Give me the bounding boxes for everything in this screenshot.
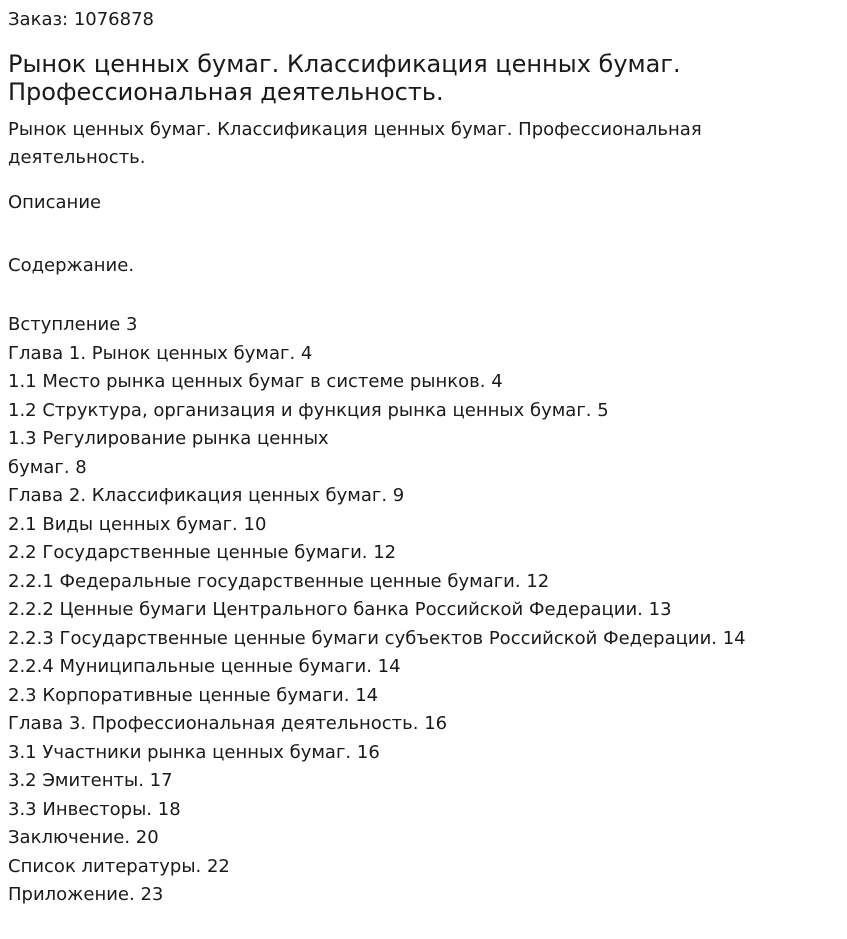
table-of-contents (8, 311, 839, 910)
document-subtitle-line: деятельность. (8, 147, 146, 168)
toc-item: 2.1 Виды ценных бумаг. 10 (8, 513, 267, 535)
toc-item: Глава 3. Профессиональная деятельность. 16 (8, 713, 448, 734)
document-title-line: Рынок ценных бумаг. Классификация ценных бумаг. (8, 50, 681, 78)
description-label: Описание (8, 192, 102, 213)
document-subtitle (8, 116, 839, 172)
toc-item: Приложение. 23 (8, 884, 164, 905)
toc-item: 1.3 Регулирование рынка ценных (8, 428, 329, 449)
toc-item: 2.2 Государственные ценные бумаги. 12 (8, 542, 397, 563)
toc-item: Вступление 3 (8, 314, 138, 335)
toc-item: Заключение. 20 (8, 827, 159, 848)
toc-item: 1.2 Структура, организация и функция рынка ценных бумаг. 5 (8, 399, 609, 421)
contents-heading: Содержание. (8, 255, 135, 276)
toc-item: Глава 2. Классификация ценных бумаг. 9 (8, 485, 405, 506)
toc-item: 2.2.4 Муниципальные ценные бумаги. 14 (8, 656, 401, 677)
toc-item: 2.2.1 Федеральные государственные ценные бумаги. 12 (8, 570, 550, 592)
toc-item: 2.2.2 Ценные бумаги Центрального банка Российской Федерации. 13 (8, 599, 672, 620)
toc-item: Глава 1. Рынок ценных бумаг. 4 (8, 342, 313, 364)
toc-item: 1.1 Место рынка ценных бумаг в системе рынков. 4 (8, 371, 503, 392)
toc-item: 3.1 Участники рынка ценных бумаг. 16 (8, 741, 380, 763)
document-title-line: Профессиональная деятельность. (8, 78, 444, 106)
document-title (8, 50, 839, 106)
toc-item: 3.2 Эмитенты. 17 (8, 770, 173, 791)
document-subtitle-line: Рынок ценных бумаг. Классификация ценных бумаг. Профессиональная (8, 119, 702, 140)
toc-item: 2.2.3 Государственные ценные бумаги субъектов Российской Федерации. 14 (8, 627, 746, 649)
toc-item: 3.3 Инвесторы. 18 (8, 798, 181, 820)
toc-item: Список литературы. 22 (8, 855, 230, 877)
toc-item: бумаг. 8 (8, 456, 87, 478)
order-number: Заказ: 1076878 (8, 9, 154, 30)
toc-item: 2.3 Корпоративные ценные бумаги. 14 (8, 684, 379, 706)
